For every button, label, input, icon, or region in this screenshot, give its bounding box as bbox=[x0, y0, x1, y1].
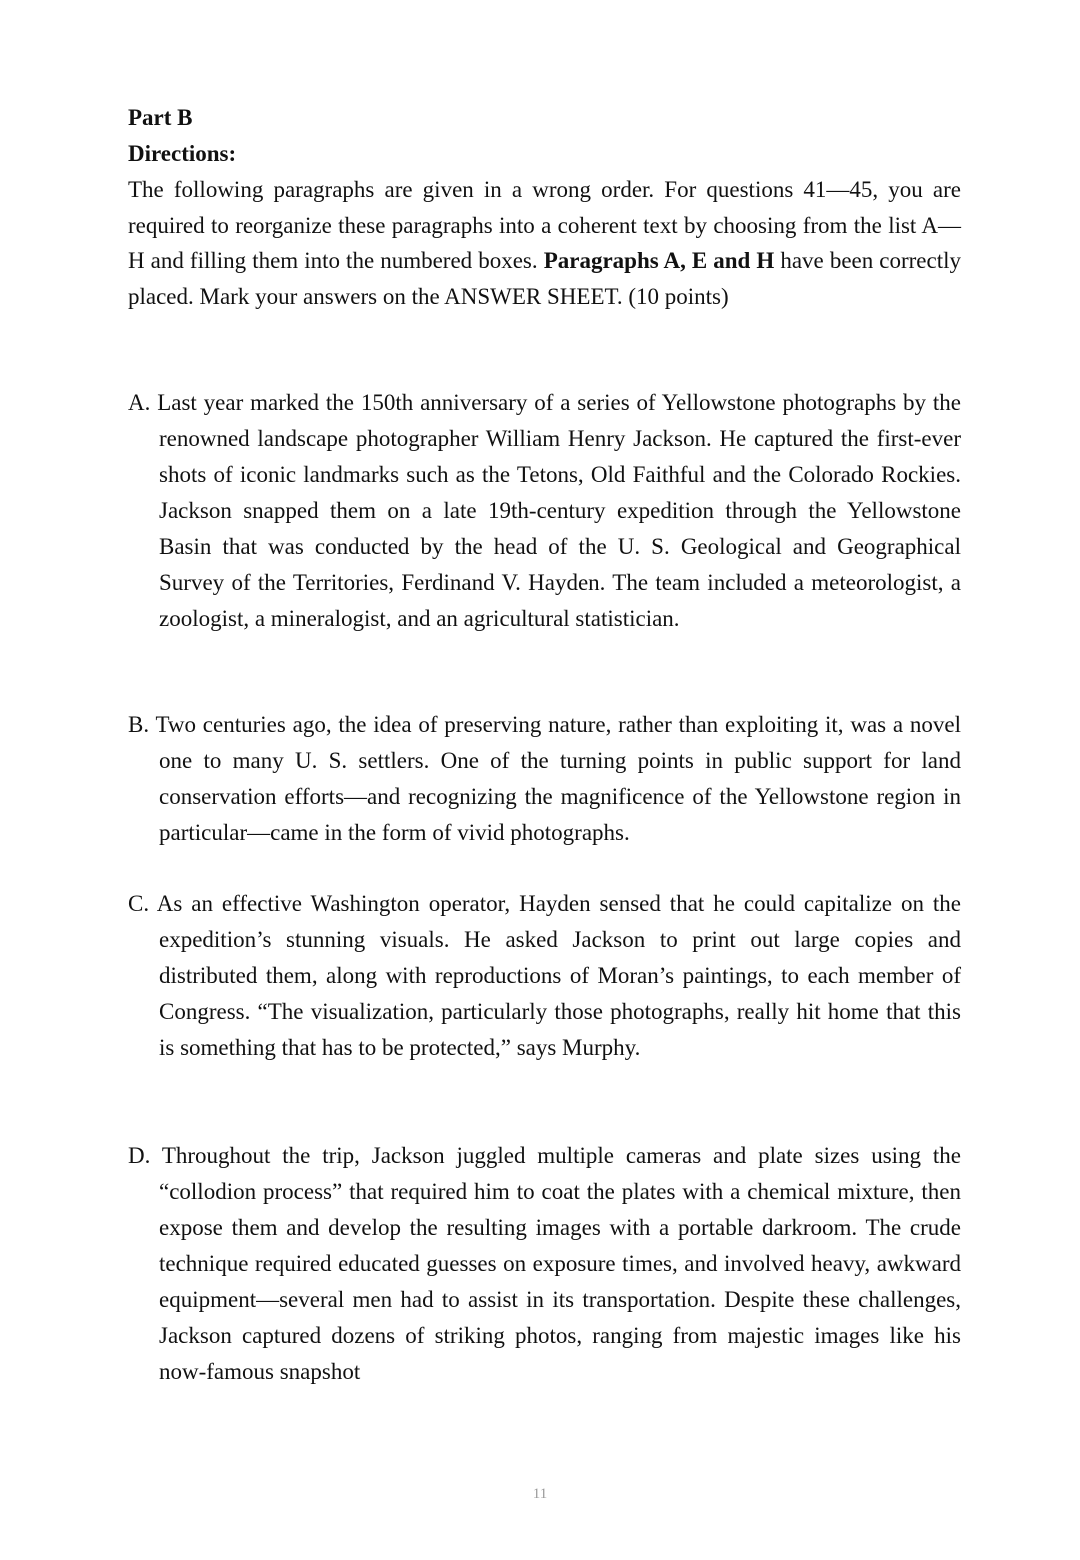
directions-title: Directions: bbox=[128, 141, 237, 166]
directions-text-start: The following paragraphs are given in a wrong order. For questions 41—45, you are required to reorganize these paragraphs into a coherent text by choosing from the list A—H and filling them into the numbered boxes. bbox=[128, 177, 961, 274]
paragraph-text: Last year marked the 150th anniversary of a series of Yellowstone photographs by the renowned landscape photographer William Henry Jackson. He captured the first-ever shots of iconic landmarks such as the Tetons, Old Faithful and the Colorado Rockies. Jackson snapped them on a late 19th-century expedition through the Yellowstone Basin that was conducted by the head of the U. S. Geological and Geographical Survey of the Territories, Ferdinand V. Hayden. The team included a meteorologist, a zoologist, a mineralogist, and an agricultural statistician. bbox=[157, 390, 961, 631]
paragraph-b bbox=[128, 707, 961, 851]
paragraph-text: As an effective Washington operator, Hayden sensed that he could capitalize on the expedition’s stunning visuals. He asked Jackson to print out large copies and distributed them, along with reproductions of Moran’s paintings, to each member of Congress. “The visualization, particularly those photographs, really hit home that this is something that has to be protected,” says Murphy. bbox=[156, 891, 961, 1060]
page-number: 11 bbox=[532, 1486, 548, 1502]
paragraph-letter: A. bbox=[128, 390, 158, 415]
paragraph-letter: C. bbox=[128, 891, 157, 916]
paragraph-letter: B. bbox=[128, 712, 156, 737]
directions-bold-text: Paragraphs A, E and H bbox=[543, 248, 775, 274]
paragraph-d bbox=[128, 1138, 961, 1390]
part-title: Part B bbox=[128, 105, 193, 130]
directions-text bbox=[128, 172, 961, 314]
paragraph-a bbox=[128, 385, 961, 637]
paragraph-text: Two centuries ago, the idea of preserving nature, rather than exploiting it, was a novel one to many U. S. settlers. One of the turning points in public support for land conservation efforts—and recognizing the magnificence of the Yellowstone region in particular—came in the form of vivid photographs. bbox=[155, 712, 961, 845]
paragraph-text: Throughout the trip, Jackson juggled multiple cameras and plate sizes using the “collodion process” that required him to coat the plates with a chemical mixture, then expose them and develop the resulting images with a portable darkroom. The crude technique required educated guesses on exposure times, and involved heavy, awkward equipment—several men had to assist in its transportation. Despite these challenges, Jackson captured dozens of striking photos, ranging from majestic images like his now-famous snapshot bbox=[159, 1143, 961, 1384]
directions-text-end: have been correctly placed. Mark your answers on the ANSWER SHEET. (10 points) bbox=[128, 248, 962, 309]
paragraph-letter: D. bbox=[128, 1143, 162, 1168]
paragraph-c bbox=[128, 886, 961, 1066]
